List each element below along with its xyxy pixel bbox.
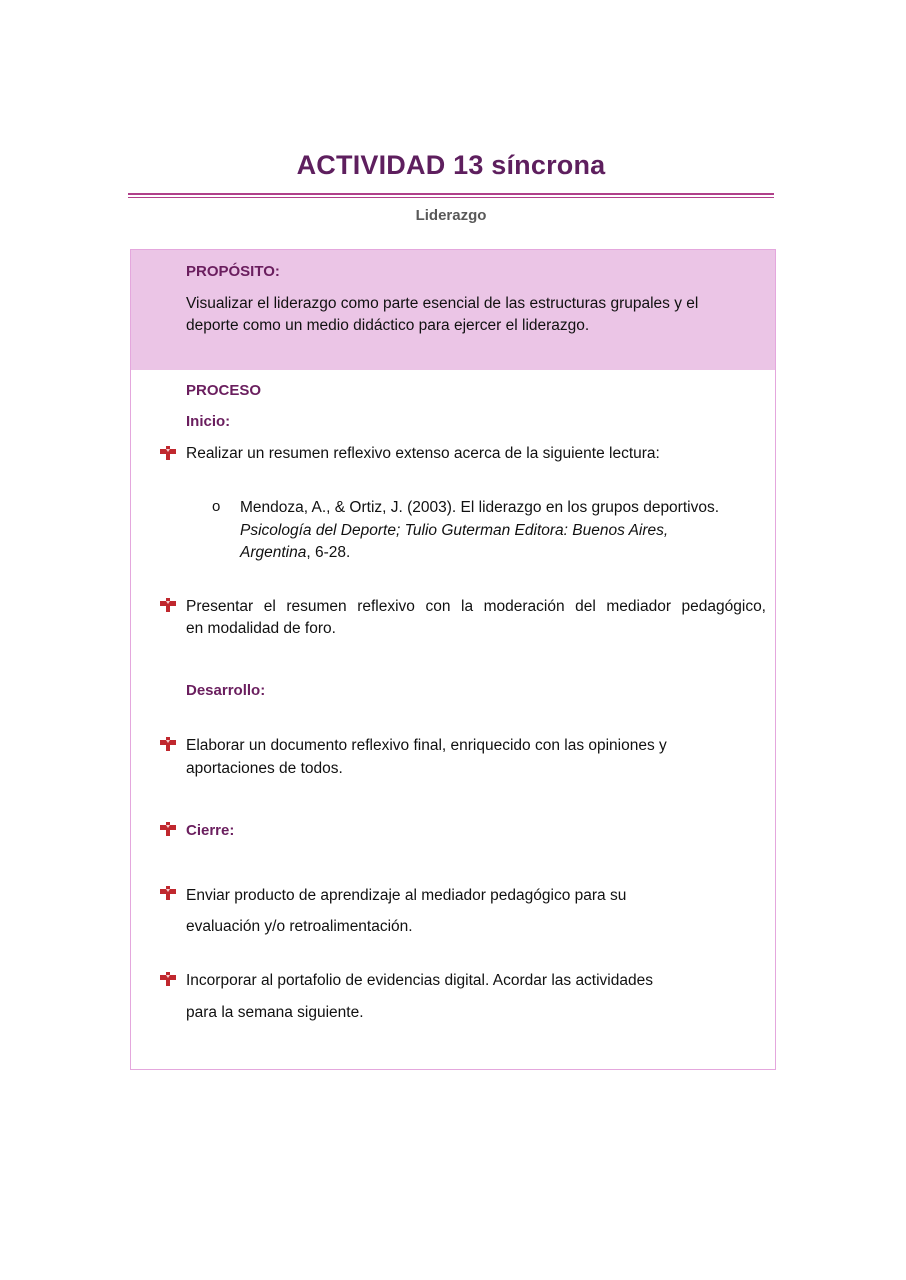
- page-subtitle: Liderazgo: [415, 207, 487, 224]
- title-underline-thin: [128, 197, 774, 198]
- red-arrow-bullet-icon: [159, 445, 177, 461]
- closing-item-1-line-2: evaluación y/o retroalimentación.: [186, 918, 413, 935]
- activity-box: [130, 249, 776, 1070]
- red-arrow-bullet-icon: [159, 821, 177, 837]
- red-arrow-bullet-icon: [159, 885, 177, 901]
- reference-pages: , 6-28.: [306, 544, 351, 561]
- purpose-text-line-2: deporte como un medio didáctico para ejercer el liderazgo.: [186, 317, 590, 334]
- development-heading: Desarrollo:: [186, 682, 266, 699]
- start-heading: Inicio:: [186, 413, 231, 430]
- reference-line-1: Mendoza, A., & Ortiz, J. (2003). El liderazgo en los grupos deportivos.: [240, 499, 720, 516]
- red-arrow-bullet-icon: [159, 597, 177, 613]
- development-item-line-1: Elaborar un documento reflexivo final, enriquecido con las opiniones y: [186, 737, 667, 754]
- closing-item-1-line-1: Enviar producto de aprendizaje al mediador pedagógico para su: [186, 887, 627, 904]
- red-arrow-bullet-icon: [159, 736, 177, 752]
- page-title: ACTIVIDAD 13 síncrona: [296, 150, 606, 180]
- closing-item-2-line-2: para la semana siguiente.: [186, 1004, 364, 1021]
- closing-item-2-line-1: Incorporar al portafolio de evidencias digital. Acordar las actividades: [186, 972, 653, 989]
- closing-heading: Cierre:: [186, 822, 235, 839]
- purpose-text-line-1: Visualizar el liderazgo como parte esencial de las estructuras grupales y el: [186, 295, 699, 312]
- title-underline: [128, 193, 774, 195]
- reference-source: Psicología del Deporte; Tulio Guterman Editora: Buenos Aires,: [240, 521, 669, 539]
- reference-marker: o: [212, 498, 221, 515]
- process-heading: PROCESO: [186, 382, 262, 399]
- start-item-2-line-2: en modalidad de foro.: [186, 620, 336, 637]
- start-item-2-line-1: Presentar el resumen reflexivo con la moderación del mediador pedagógico,: [186, 598, 766, 615]
- reference-citation: [240, 497, 770, 565]
- start-item-1: Realizar un resumen reflexivo extenso acerca de la siguiente lectura:: [186, 445, 660, 462]
- development-item-line-2: aportaciones de todos.: [186, 760, 343, 777]
- reference-source-country: Argentina: [240, 544, 307, 561]
- purpose-heading: PROPÓSITO:: [186, 263, 280, 280]
- red-arrow-bullet-icon: [159, 971, 177, 987]
